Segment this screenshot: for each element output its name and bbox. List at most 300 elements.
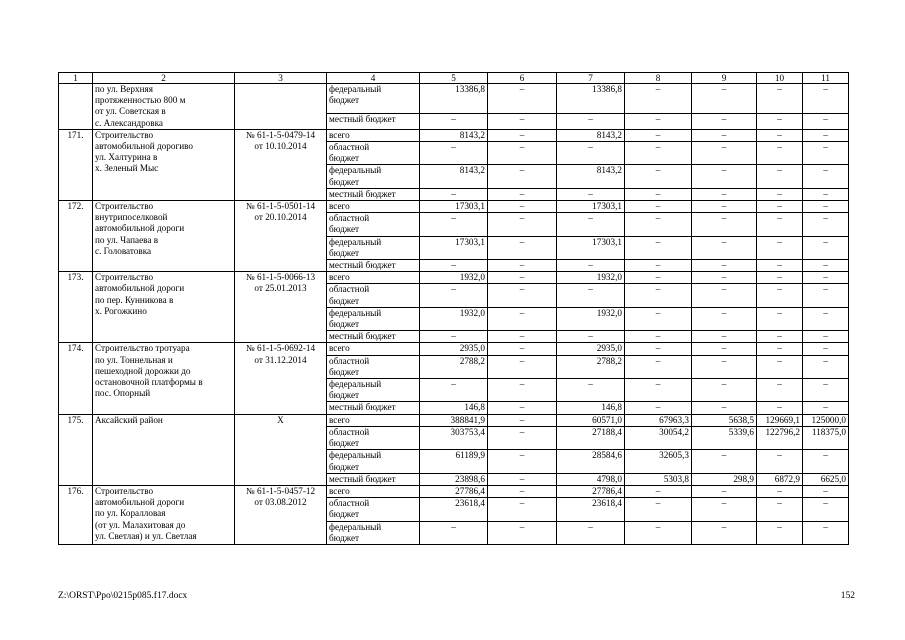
expertise-document [235, 414, 327, 485]
value-cell: 146,8 [557, 402, 625, 414]
footer-file-path: Z:\ORST\Ppo\0215p085.f17.docx [58, 591, 188, 601]
value-cell: – [625, 84, 692, 114]
value-cell: – [803, 236, 849, 259]
item-number: 171. [59, 129, 93, 200]
cell-line: местный бюджет [329, 402, 396, 413]
cell-line: всего [329, 485, 350, 496]
value-cell: – [757, 272, 803, 284]
value-cell: – [488, 331, 557, 343]
value-cell: – [488, 402, 557, 414]
value-cell: 6625,0 [803, 473, 849, 485]
value-cell: 17303,1 [557, 201, 625, 213]
expertise-document [235, 485, 327, 544]
object-name [93, 485, 235, 544]
cell-line: бюджет [329, 295, 360, 306]
item-number: 173. [59, 272, 93, 343]
cell-line: федеральный [329, 307, 382, 318]
cell-line: Строительство [95, 485, 154, 496]
cell-line: бюджет [329, 224, 360, 235]
value-cell: 13386,8 [420, 84, 488, 114]
value-cell: 23898,6 [420, 473, 488, 485]
value-cell: – [625, 379, 692, 402]
table-row [59, 201, 849, 213]
value-cell: 125000,0 [803, 414, 849, 426]
value-cell: – [692, 485, 757, 497]
value-cell: – [625, 129, 692, 141]
cell-line: остановочной платформы в [95, 377, 203, 388]
value-cell: – [488, 236, 557, 259]
value-cell: – [625, 165, 692, 188]
table-row [59, 343, 849, 355]
expertise-document [235, 129, 327, 200]
value-cell: – [757, 485, 803, 497]
value-cell: 60571,0 [557, 414, 625, 426]
cell-line: по ул. Коралловая [95, 508, 166, 519]
value-cell: – [803, 402, 849, 414]
value-cell: – [557, 521, 625, 544]
cell-line: внутрипоселковой [95, 212, 168, 223]
value-cell: 8143,2 [420, 165, 488, 188]
value-cell: – [803, 498, 849, 521]
funding-source [327, 426, 420, 449]
value-cell: – [625, 201, 692, 213]
value-cell: – [692, 260, 757, 272]
value-cell: – [803, 450, 849, 473]
value-cell: – [488, 142, 557, 165]
cell-line: бюджет [329, 319, 360, 330]
value-cell: 27188,4 [557, 426, 625, 449]
value-cell: – [692, 165, 757, 188]
value-cell: – [488, 284, 557, 307]
value-cell: 4798,0 [557, 473, 625, 485]
value-cell: – [625, 331, 692, 343]
cell-line: автомобильной дороги [95, 283, 185, 294]
funding-source [327, 201, 420, 213]
value-cell: – [692, 521, 757, 544]
value-cell: 146,8 [420, 402, 488, 414]
cell-line: Строительство [95, 201, 154, 212]
value-cell: – [625, 307, 692, 330]
cell-line: № 61-1-5-0692-14 [245, 343, 316, 354]
cell-line: местный бюджет [329, 331, 396, 342]
value-cell: 2788,2 [420, 355, 488, 378]
cell-line: бюджет [329, 153, 360, 164]
value-cell: – [625, 498, 692, 521]
value-cell: – [692, 84, 757, 114]
funding-source [327, 129, 420, 141]
value-cell: – [757, 521, 803, 544]
cell-line: автомобильной дороги [95, 223, 185, 234]
value-cell: 2935,0 [420, 343, 488, 355]
cell-line: местный бюджет [329, 473, 396, 484]
value-cell: 13386,8 [557, 84, 625, 114]
value-cell: – [625, 213, 692, 236]
value-cell: – [557, 260, 625, 272]
value-cell: – [692, 114, 757, 130]
cell-line: областной [329, 498, 370, 509]
value-cell: – [488, 260, 557, 272]
value-cell: 6872,9 [757, 473, 803, 485]
value-cell: – [625, 485, 692, 497]
header-cell: 8 [625, 73, 692, 84]
value-cell: – [692, 343, 757, 355]
cell-line: бюджет [329, 95, 360, 106]
funding-source [327, 521, 420, 544]
cell-line: местный бюджет [329, 114, 396, 125]
value-cell: – [625, 260, 692, 272]
table-row [59, 485, 849, 497]
header-cell: 10 [757, 73, 803, 84]
value-cell: 8143,2 [557, 129, 625, 141]
value-cell: – [757, 142, 803, 165]
value-cell: – [625, 142, 692, 165]
value-cell: – [757, 236, 803, 259]
value-cell: – [692, 142, 757, 165]
footer-page-number: 152 [840, 591, 855, 601]
cell-line: № 61-1-5-0457-12 [245, 485, 316, 496]
funding-source [327, 355, 420, 378]
value-cell: – [803, 331, 849, 343]
value-cell: – [757, 498, 803, 521]
funding-source [327, 402, 420, 414]
cell-line: Х [277, 414, 284, 425]
value-cell: – [488, 355, 557, 378]
value-cell: – [757, 331, 803, 343]
value-cell: – [625, 402, 692, 414]
value-cell: – [625, 343, 692, 355]
cell-line: бюджет [329, 390, 360, 401]
value-cell: 298,9 [692, 473, 757, 485]
value-cell: – [557, 379, 625, 402]
cell-line: всего [329, 272, 350, 283]
value-cell: 23618,4 [420, 498, 488, 521]
value-cell: 388841,9 [420, 414, 488, 426]
value-cell: – [488, 84, 557, 114]
value-cell: – [488, 114, 557, 130]
cell-line: областной [329, 284, 370, 295]
table-row [59, 84, 849, 114]
value-cell: – [488, 165, 557, 188]
object-name [93, 343, 235, 414]
cell-line: бюджет [329, 247, 360, 258]
item-number: 176. [59, 485, 93, 544]
value-cell: – [488, 473, 557, 485]
value-cell: 5638,5 [692, 414, 757, 426]
value-cell: 129669,1 [757, 414, 803, 426]
object-name [93, 129, 235, 200]
cell-line: протяженностью 800 м [95, 95, 186, 106]
cell-line: от ул. Советская в [95, 106, 166, 117]
cell-line: бюджет [329, 176, 360, 187]
item-number: 175. [59, 414, 93, 485]
cell-line: по ул. Чапаева в [95, 234, 159, 245]
value-cell: – [692, 331, 757, 343]
value-cell: – [803, 129, 849, 141]
value-cell: 30054,2 [625, 426, 692, 449]
cell-line: федеральный [329, 521, 382, 532]
value-cell: – [420, 331, 488, 343]
value-cell: – [757, 355, 803, 378]
value-cell: 1932,0 [420, 307, 488, 330]
value-cell: – [488, 521, 557, 544]
value-cell: 61189,9 [420, 450, 488, 473]
value-cell: – [692, 236, 757, 259]
cell-line: от 31.12.2014 [254, 354, 307, 365]
cell-line: х. Рогожкино [95, 305, 147, 316]
value-cell: 17303,1 [557, 236, 625, 259]
value-cell: – [757, 307, 803, 330]
funding-source [327, 165, 420, 188]
value-cell: – [692, 188, 757, 200]
funding-source [327, 498, 420, 521]
value-cell: – [692, 402, 757, 414]
cell-line: Строительство тротуара [95, 343, 190, 354]
value-cell: 17303,1 [420, 236, 488, 259]
value-cell: – [557, 114, 625, 130]
value-cell: – [557, 213, 625, 236]
value-cell: – [488, 414, 557, 426]
value-cell: – [803, 355, 849, 378]
cell-line: всего [329, 414, 350, 425]
expertise-document [235, 84, 327, 130]
value-cell: – [803, 307, 849, 330]
value-cell: – [692, 201, 757, 213]
cell-line: х. Зеленый Мыс [95, 163, 159, 174]
value-cell: – [692, 379, 757, 402]
value-cell: 122796,2 [757, 426, 803, 449]
cell-line: федеральный [329, 236, 382, 247]
value-cell: – [625, 284, 692, 307]
cell-line: местный бюджет [329, 188, 396, 199]
value-cell: – [488, 129, 557, 141]
value-cell: – [803, 213, 849, 236]
value-cell: 8143,2 [557, 165, 625, 188]
funding-source [327, 485, 420, 497]
value-cell: 17303,1 [420, 201, 488, 213]
table-row [59, 272, 849, 284]
value-cell: 1932,0 [420, 272, 488, 284]
value-cell: – [757, 114, 803, 130]
cell-line: от 25.01.2013 [254, 283, 307, 294]
funding-source [327, 114, 420, 130]
funding-source [327, 260, 420, 272]
value-cell: – [803, 114, 849, 130]
header-cell: 11 [803, 73, 849, 84]
value-cell: 5339,6 [692, 426, 757, 449]
value-cell: – [757, 201, 803, 213]
header-cell: 6 [488, 73, 557, 84]
cell-line: бюджет [329, 461, 360, 472]
value-cell: – [625, 114, 692, 130]
cell-line: федеральный [329, 165, 382, 176]
value-cell: – [420, 521, 488, 544]
object-name [93, 201, 235, 272]
cell-line: всего [329, 343, 350, 354]
value-cell: – [757, 260, 803, 272]
header-cell: 2 [93, 73, 235, 84]
cell-line: федеральный [329, 84, 382, 94]
cell-line: ул. Халтурина в [95, 152, 158, 163]
table-row [59, 129, 849, 141]
header-cell: 7 [557, 73, 625, 84]
cell-line: № 61-1-5-0501-14 [245, 201, 316, 212]
cell-line: по ул. Верхняя [95, 84, 153, 94]
value-cell: – [488, 379, 557, 402]
cell-line: № 61-1-5-0479-14 [245, 129, 316, 140]
value-cell: – [757, 450, 803, 473]
cell-line: бюджет [329, 438, 360, 449]
value-cell: – [803, 521, 849, 544]
header-cell: 1 [59, 73, 93, 84]
value-cell: – [625, 521, 692, 544]
expertise-document [235, 201, 327, 272]
value-cell: – [557, 188, 625, 200]
value-cell: – [692, 129, 757, 141]
cell-line: федеральный [329, 450, 382, 461]
cell-line: по ул. Тоннельная и [95, 354, 173, 365]
value-cell: – [420, 114, 488, 130]
cell-line: от 20.10.2014 [254, 212, 307, 223]
cell-line: пешеходной дорожки до [95, 365, 191, 376]
item-number [59, 84, 93, 130]
value-cell: – [803, 343, 849, 355]
header-row [59, 73, 849, 84]
value-cell: – [757, 284, 803, 307]
value-cell: – [692, 213, 757, 236]
value-cell: – [757, 129, 803, 141]
value-cell: – [625, 355, 692, 378]
header-cell: 9 [692, 73, 757, 84]
value-cell: 5303,8 [625, 473, 692, 485]
value-cell: – [803, 165, 849, 188]
value-cell: – [488, 426, 557, 449]
value-cell: – [757, 343, 803, 355]
value-cell: – [757, 379, 803, 402]
value-cell: – [692, 355, 757, 378]
funding-source [327, 272, 420, 284]
cell-line: всего [329, 129, 350, 140]
value-cell: 23618,4 [557, 498, 625, 521]
value-cell: – [803, 260, 849, 272]
value-cell: 8143,2 [420, 129, 488, 141]
cell-line: с. Александровка [95, 117, 163, 128]
value-cell: – [488, 272, 557, 284]
value-cell: – [488, 188, 557, 200]
value-cell: – [420, 379, 488, 402]
cell-line: бюджет [329, 366, 360, 377]
value-cell: 32605,3 [625, 450, 692, 473]
value-cell: – [757, 165, 803, 188]
value-cell: 28584,6 [557, 450, 625, 473]
value-cell: – [488, 307, 557, 330]
value-cell: – [420, 284, 488, 307]
value-cell: – [625, 236, 692, 259]
value-cell: 1932,0 [557, 272, 625, 284]
value-cell: – [692, 272, 757, 284]
funding-source [327, 379, 420, 402]
funding-source [327, 307, 420, 330]
value-cell: – [803, 272, 849, 284]
cell-line: автомобильной дороги [95, 497, 185, 508]
value-cell: – [488, 485, 557, 497]
value-cell: 2788,2 [557, 355, 625, 378]
budget-table [58, 72, 849, 545]
value-cell: – [692, 307, 757, 330]
value-cell: – [420, 260, 488, 272]
cell-line: Аксайский район [95, 414, 163, 425]
value-cell: – [757, 84, 803, 114]
value-cell: – [757, 188, 803, 200]
funding-source [327, 331, 420, 343]
funding-source [327, 473, 420, 485]
value-cell: 118375,0 [803, 426, 849, 449]
value-cell: – [488, 213, 557, 236]
cell-line: по пер. Кунникова в [95, 294, 174, 305]
value-cell: – [692, 284, 757, 307]
item-number: 172. [59, 201, 93, 272]
cell-line: бюджет [329, 532, 360, 543]
cell-line: автомобильной дорогиво [95, 141, 194, 152]
cell-line: областной [329, 355, 370, 366]
funding-source [327, 284, 420, 307]
expertise-document [235, 272, 327, 343]
value-cell: – [692, 498, 757, 521]
cell-line: № 61-1-5-0066-13 [245, 272, 316, 283]
funding-source [327, 84, 420, 114]
value-cell: 27786,4 [557, 485, 625, 497]
cell-line: областной [329, 213, 370, 224]
cell-line: пос. Опорный [95, 388, 151, 399]
cell-line: бюджет [329, 509, 360, 520]
value-cell: 303753,4 [420, 426, 488, 449]
funding-source [327, 213, 420, 236]
funding-source [327, 450, 420, 473]
object-name [93, 414, 235, 485]
value-cell: – [803, 142, 849, 165]
value-cell: – [420, 188, 488, 200]
funding-source [327, 188, 420, 200]
funding-source [327, 414, 420, 426]
cell-line: (от ул. Малахитовая до [95, 519, 186, 530]
table-row [59, 414, 849, 426]
value-cell: – [625, 272, 692, 284]
item-number: 174. [59, 343, 93, 414]
value-cell: – [488, 450, 557, 473]
value-cell: – [803, 284, 849, 307]
cell-line: местный бюджет [329, 260, 396, 271]
value-cell: – [803, 379, 849, 402]
expertise-document [235, 343, 327, 414]
value-cell: – [557, 331, 625, 343]
value-cell: – [757, 213, 803, 236]
value-cell: – [625, 188, 692, 200]
value-cell: – [803, 201, 849, 213]
cell-line: Строительство [95, 129, 154, 140]
cell-line: федеральный [329, 379, 382, 390]
value-cell: – [420, 213, 488, 236]
cell-line: областной [329, 142, 370, 153]
header-cell: 3 [235, 73, 327, 84]
funding-source [327, 142, 420, 165]
value-cell: – [488, 343, 557, 355]
cell-line: ул. Светлая) и ул. Светлая [95, 530, 197, 541]
header-cell: 5 [420, 73, 488, 84]
cell-line: Строительство [95, 272, 154, 283]
value-cell: – [557, 142, 625, 165]
funding-source [327, 236, 420, 259]
value-cell: 2935,0 [557, 343, 625, 355]
header-cell: 4 [327, 73, 420, 84]
